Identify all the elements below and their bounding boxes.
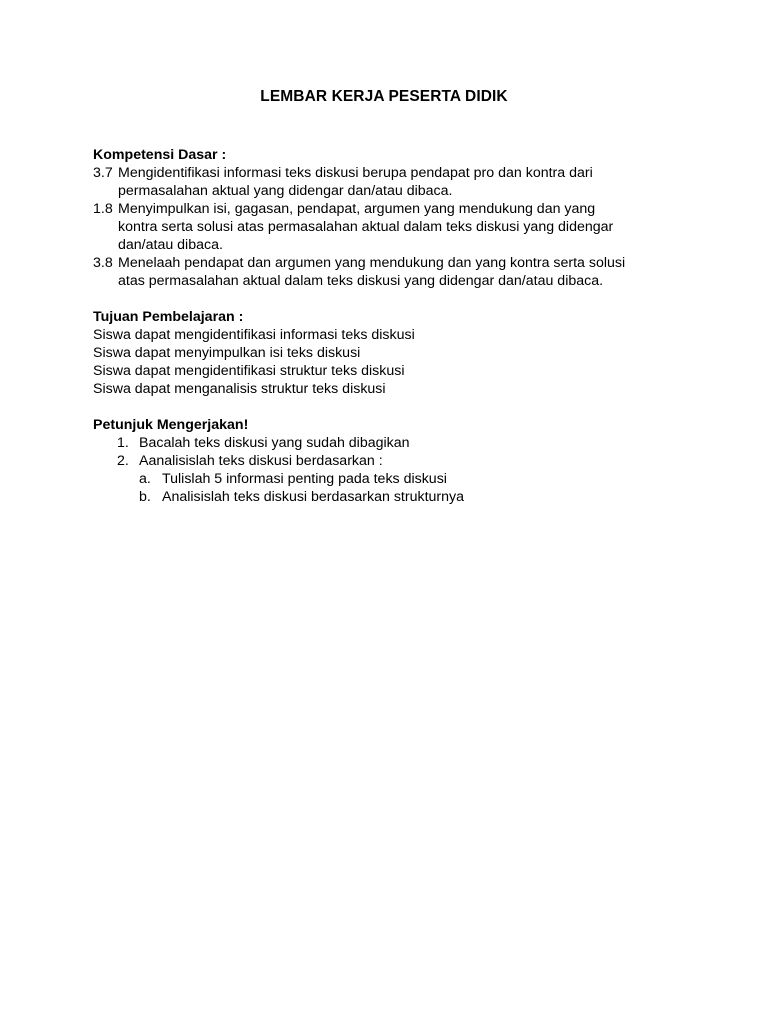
kompetensi-item-number: 1.8 xyxy=(93,201,113,217)
kompetensi-item xyxy=(93,254,693,290)
step-text: Bacalah teks diskusi yang sudah dibagikan xyxy=(139,435,410,451)
text-line: permasalahan aktual yang didengar dan/atau dibaca. xyxy=(118,183,453,199)
step-text: Aanalisislah teks diskusi berdasarkan : xyxy=(139,453,383,469)
petunjuk-section xyxy=(93,416,693,506)
text-line: atas permasalahan aktual dalam teks diskusi yang didengar dan/atau dibaca. xyxy=(118,273,604,289)
tujuan-item: Siswa dapat mengidentifikasi struktur teks diskusi xyxy=(93,363,405,379)
substep-text: Tulislah 5 informasi penting pada teks diskusi xyxy=(162,471,447,487)
text-line: Menyimpulkan isi, gagasan, pendapat, argumen yang mendukung dan yang xyxy=(118,201,596,217)
kompetensi-item-number: 3.7 xyxy=(93,165,113,181)
step-number: 1. xyxy=(117,435,129,451)
step-number: 2. xyxy=(117,453,129,469)
kompetensi-item-text xyxy=(118,164,693,200)
kompetensi-item-number: 3.8 xyxy=(93,255,113,271)
petunjuk-step xyxy=(93,434,693,452)
tujuan-item: Siswa dapat mengidentifikasi informasi teks diskusi xyxy=(93,327,415,343)
section-spacer xyxy=(93,290,693,308)
text-line: Mengidentifikasi informasi teks diskusi berupa pendapat pro dan kontra dari xyxy=(118,165,593,181)
text-line: Menelaah pendapat dan argumen yang mendukung dan yang kontra serta solusi xyxy=(118,255,626,271)
petunjuk-substep xyxy=(93,488,693,506)
tujuan-pembelajaran-heading: Tujuan Pembelajaran : xyxy=(93,309,244,325)
tujuan-item: Siswa dapat menyimpulkan isi teks diskusi xyxy=(93,345,361,361)
text-line: dan/atau dibaca. xyxy=(118,237,223,253)
petunjuk-heading: Petunjuk Mengerjakan! xyxy=(93,417,249,433)
tujuan-item: Siswa dapat menganalisis struktur teks diskusi xyxy=(93,381,386,397)
document-title: LEMBAR KERJA PESERTA DIDIK xyxy=(260,88,508,105)
kompetensi-item-text xyxy=(118,200,693,254)
substep-text: Analisislah teks diskusi berdasarkan strukturnya xyxy=(162,489,465,505)
substep-letter: b. xyxy=(139,489,151,505)
kompetensi-dasar-heading: Kompetensi Dasar : xyxy=(93,147,227,163)
substep-letter: a. xyxy=(139,471,151,487)
section-spacer xyxy=(93,398,693,416)
kompetensi-item xyxy=(93,200,693,254)
petunjuk-substep xyxy=(93,470,693,488)
petunjuk-step xyxy=(93,452,693,470)
kompetensi-dasar-section xyxy=(93,146,693,290)
kompetensi-item xyxy=(93,164,693,200)
tujuan-pembelajaran-section xyxy=(93,308,693,398)
document-body xyxy=(93,146,693,506)
kompetensi-item-text xyxy=(118,254,693,290)
text-line: kontra serta solusi atas permasalahan aktual dalam teks diskusi yang didengar xyxy=(118,219,614,235)
